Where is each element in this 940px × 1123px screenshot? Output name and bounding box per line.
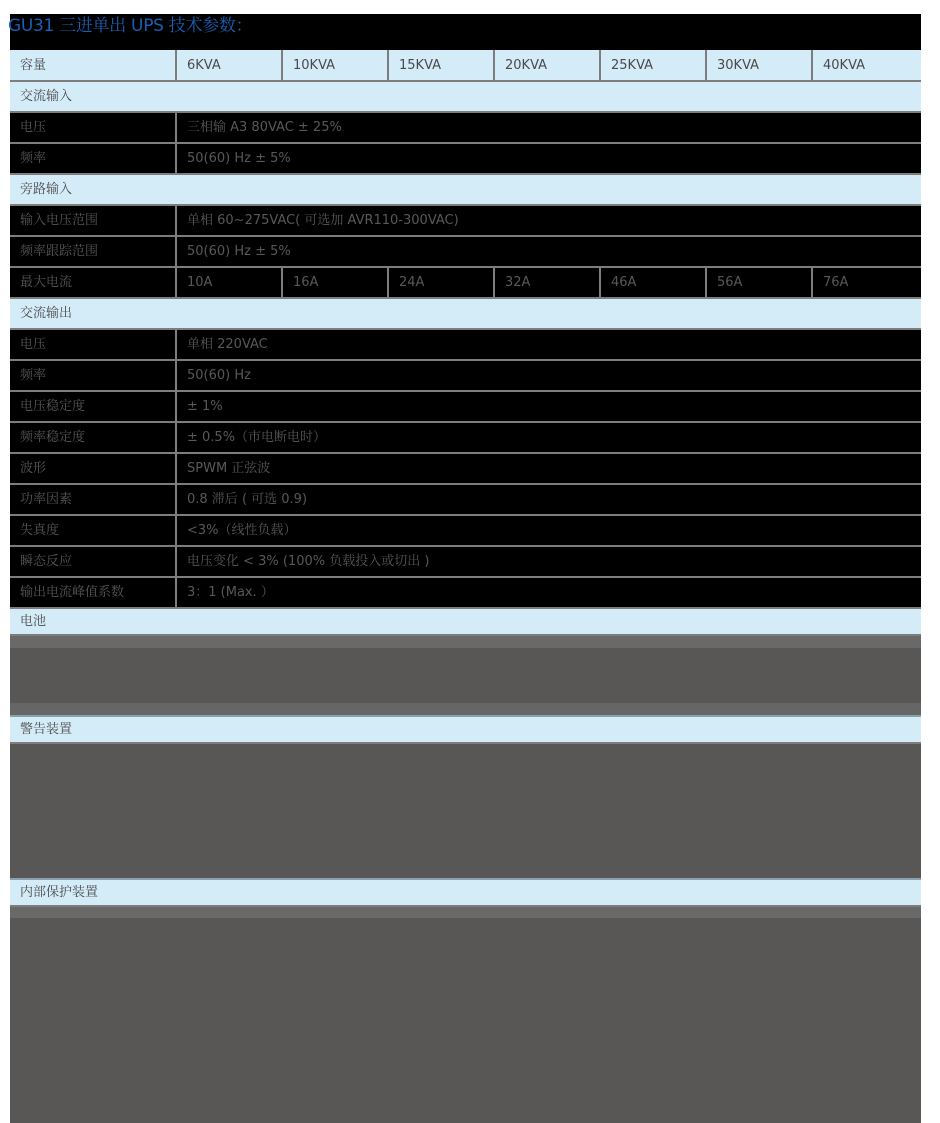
section-header-warning (10, 717, 921, 743)
table-row (10, 515, 921, 546)
capacity-row (10, 50, 921, 81)
row-label: 频率 (10, 360, 176, 391)
table-row (10, 360, 921, 391)
current-cell: 16A (282, 267, 388, 298)
section-header-ac-input (10, 81, 921, 112)
warning-obscured-block (10, 744, 921, 880)
current-cell: 24A (388, 267, 494, 298)
row-value: SPWM 正弦波 (176, 453, 921, 484)
row-label: 瞬态反应 (10, 546, 176, 577)
internal-protection-obscured-block (10, 907, 921, 1123)
table-row (10, 329, 921, 360)
capacity-cell: 15KVA (388, 50, 494, 81)
battery-obscured-block (10, 636, 921, 717)
current-cell: 56A (706, 267, 812, 298)
row-label: 波形 (10, 453, 176, 484)
row-value: ± 1% (176, 391, 921, 422)
table-row (10, 484, 921, 515)
row-value: 50(60) Hz ± 5% (176, 143, 921, 174)
max-current-row (10, 267, 921, 298)
row-value: 0.8 滞后 ( 可选 0.9) (176, 484, 921, 515)
capacity-cell: 30KVA (706, 50, 812, 81)
table-row (10, 205, 921, 236)
table-row (10, 112, 921, 143)
section-label: 旁路输入 (10, 174, 921, 205)
section-header-bypass-input (10, 174, 921, 205)
section-label: 警告装置 (10, 717, 921, 743)
spec-table (10, 50, 921, 636)
section-label: 交流输出 (10, 298, 921, 329)
table-row (10, 453, 921, 484)
current-cell: 32A (494, 267, 600, 298)
title-band (10, 14, 921, 50)
capacity-cell: 20KVA (494, 50, 600, 81)
section-header-ac-output (10, 298, 921, 329)
row-value: 50(60) Hz ± 5% (176, 236, 921, 267)
capacity-cell: 40KVA (812, 50, 921, 81)
row-label: 频率稳定度 (10, 422, 176, 453)
row-value: 3：1 (Max. ） (176, 577, 921, 608)
section-label: 交流输入 (10, 81, 921, 112)
table-row (10, 391, 921, 422)
row-value: 单相 220VAC (176, 329, 921, 360)
row-label: 失真度 (10, 515, 176, 546)
row-label: 频率跟踪范围 (10, 236, 176, 267)
row-label: 输出电流峰值系数 (10, 577, 176, 608)
table-row (10, 143, 921, 174)
internal-header-table (10, 880, 921, 907)
spec-sheet (10, 14, 921, 1123)
row-label: 输入电压范围 (10, 205, 176, 236)
row-value: <3%（线性负载） (176, 515, 921, 546)
row-label: 最大电流 (10, 267, 176, 298)
row-label: 频率 (10, 143, 176, 174)
capacity-cell: 6KVA (176, 50, 282, 81)
page-title: GU31 三进单出 UPS 技术参数： (8, 16, 253, 36)
row-value: ± 0.5%（市电断电时） (176, 422, 921, 453)
warning-header-table (10, 717, 921, 744)
current-cell: 46A (600, 267, 706, 298)
section-label: 电池 (10, 608, 921, 635)
row-value: 三相输 A3 80VAC ± 25% (176, 112, 921, 143)
row-value: 单相 60~275VAC( 可选加 AVR110-300VAC) (176, 205, 921, 236)
table-row (10, 422, 921, 453)
capacity-cell: 10KVA (282, 50, 388, 81)
row-label: 电压稳定度 (10, 391, 176, 422)
row-label: 电压 (10, 112, 176, 143)
capacity-cell: 25KVA (600, 50, 706, 81)
row-value: 50(60) Hz (176, 360, 921, 391)
row-label: 容量 (10, 50, 176, 81)
row-value: 电压变化 < 3% (100% 负载投入或切出 ) (176, 546, 921, 577)
table-row (10, 577, 921, 608)
current-cell: 10A (176, 267, 282, 298)
section-label: 内部保护装置 (10, 880, 921, 906)
current-cell: 76A (812, 267, 921, 298)
section-header-internal-protection (10, 880, 921, 906)
row-label: 功率因素 (10, 484, 176, 515)
row-label: 电压 (10, 329, 176, 360)
table-row (10, 546, 921, 577)
section-header-battery (10, 608, 921, 635)
table-row (10, 236, 921, 267)
